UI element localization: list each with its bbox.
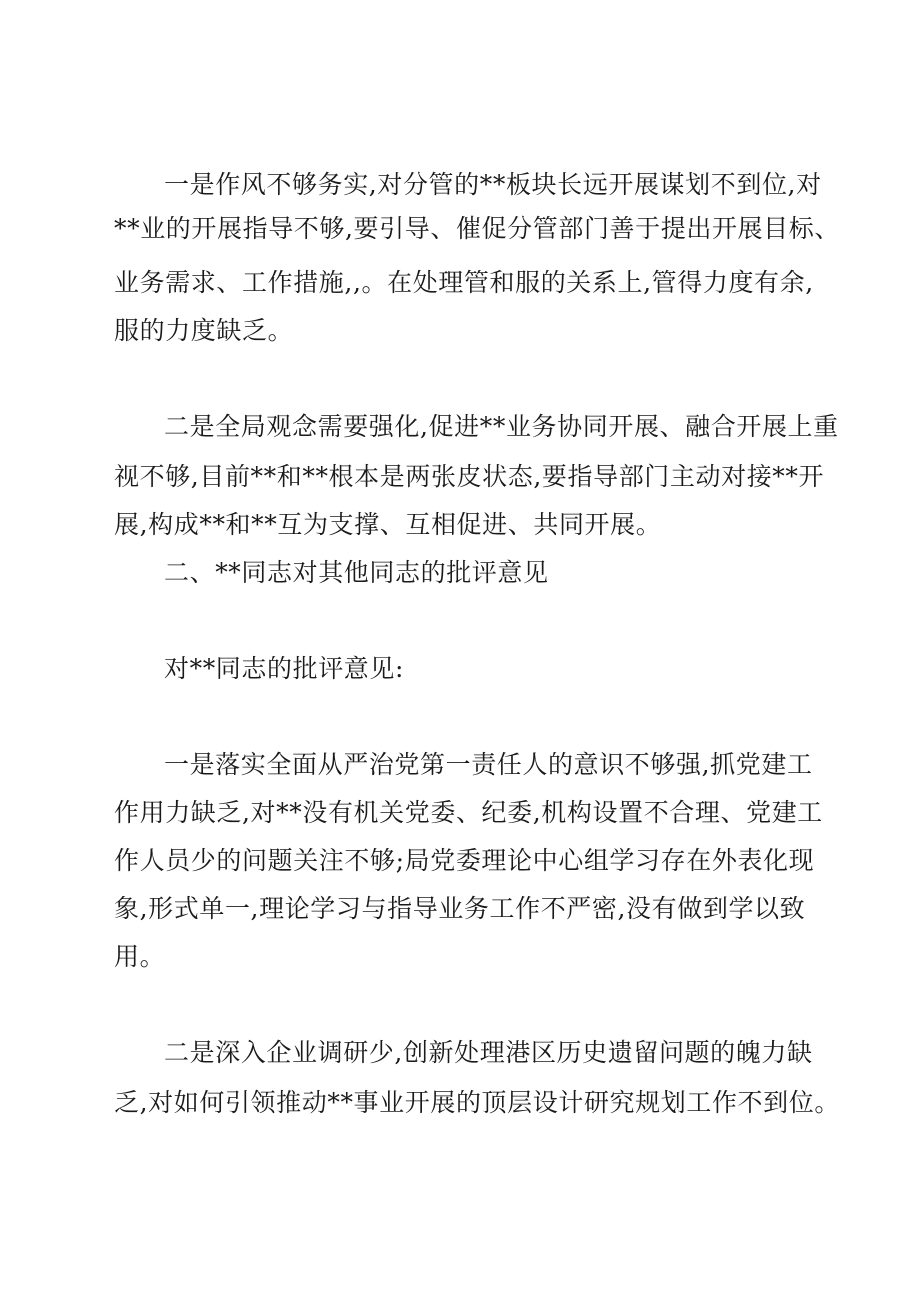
- paragraph-4-line-2: 乏,对如何引领推动**事业开展的顶层设计研究规划工作不到位。: [114, 1088, 840, 1117]
- paragraph-2-line-2: 视不够,目前**和**根本是两张皮状态,要指导部门主动对接**开: [114, 462, 825, 491]
- paragraph-3-line-3: 作人员少的问题关注不够;局党委理论中心组学习存在外表化现: [114, 846, 815, 875]
- paragraph-3-line-5: 用。: [114, 942, 166, 971]
- paragraph-1-line-3: 业务需求、工作措施,,。在处理管和服的关系上,管得力度有余,: [114, 268, 814, 297]
- subsection-heading: 对**同志的批评意见:: [164, 654, 405, 683]
- paragraph-1-line-1: 一是作风不够务实,对分管的**板块长远开展谋划不到位,对: [164, 170, 822, 199]
- section-heading: 二、**同志对其他同志的批评意见: [164, 558, 549, 587]
- paragraph-1-line-4: 服的力度缺乏。: [114, 316, 294, 345]
- paragraph-3-line-4: 象,形式单一,理论学习与指导业务工作不严密,没有做到学以致: [114, 894, 806, 923]
- paragraph-2-line-3: 展,构成**和**互为支撑、互相促进、共同开展。: [114, 510, 662, 539]
- paragraph-3-line-1: 一是落实全面从严治党第一责任人的意识不够强,抓党建工: [164, 750, 813, 779]
- paragraph-4-line-1: 二是深入企业调研少,创新处理港区历史遗留问题的魄力缺: [164, 1038, 813, 1067]
- paragraph-2-line-1: 二是全局观念需要强化,促进**业务协同开展、融合开展上重: [164, 412, 839, 441]
- paragraph-3-line-2: 作用力缺乏,对**没有机关党委、纪委,机构设置不合理、党建工: [114, 798, 823, 827]
- paragraph-1-line-2: **业的开展指导不够,要引导、催促分管部门善于提出开展目标、: [114, 214, 840, 243]
